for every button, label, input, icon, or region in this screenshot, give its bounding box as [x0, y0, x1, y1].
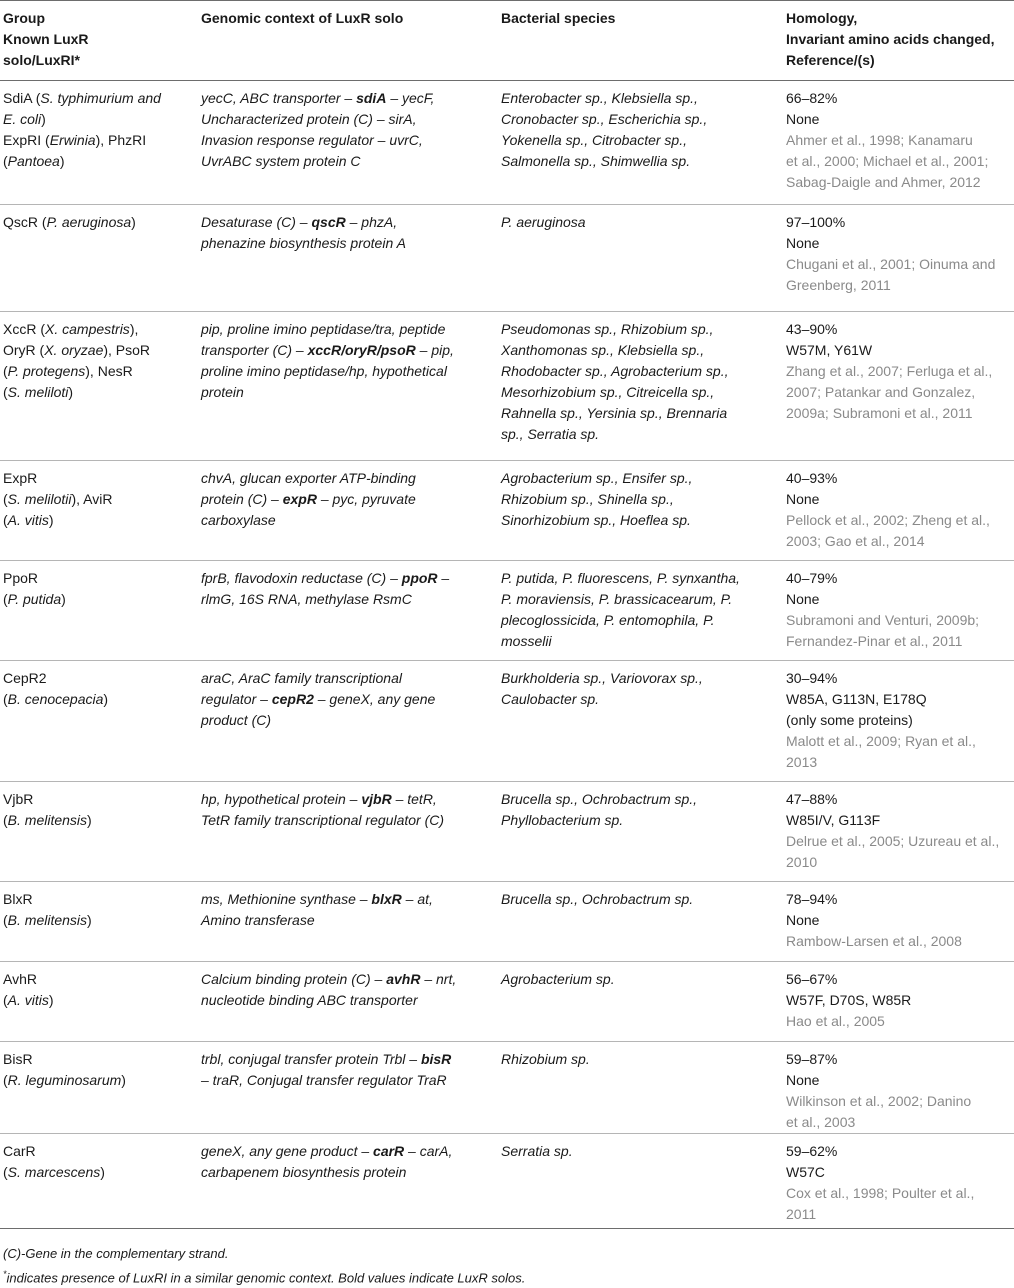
footnote-asterisk: * [3, 1269, 7, 1279]
cell-group: XccR (X. campestris), OryR (X. oryzae), PsoR (P. protegens), NesR (S. meliloti) [3, 321, 151, 400]
cell-group: AvhR (A. vitis) [3, 971, 54, 1008]
invariant-amino-acids: W57C [786, 1164, 825, 1180]
header-bacterial-species: Bacterial species [501, 10, 616, 26]
cell-genomic-context: Calcium binding protein (C) – avhR – nrt, nucleotide binding ABC transporter [201, 971, 457, 1008]
references: Delrue et al., 2005; Uzureau et al., 2010 [786, 833, 1000, 870]
references: Chugani et al., 2001; Oinuma and Greenberg, 2011 [786, 256, 996, 293]
cell-homology [783, 882, 1014, 962]
cell-group: QscR (P. aeruginosa) [3, 214, 136, 230]
cell-homology [783, 561, 1014, 661]
homology-value: 40–79% [786, 570, 838, 586]
table-header-row [0, 1, 1014, 81]
footnote-luxri-text: indicates presence of LuxRI in a similar genomic context. Bold values indicate LuxR solos. [6, 1270, 526, 1286]
cell-group: BisR (R. leguminosarum) [3, 1051, 126, 1088]
invariant-amino-acids: W85A, G113N, E178Q (only some proteins) [786, 691, 927, 728]
references: Wilkinson et al., 2002; Danino et al., 2003 [786, 1093, 972, 1130]
header-homology-line3: Reference/(s) [786, 52, 875, 68]
references: Ahmer et al., 1998; Kanamaru et al., 2000; Michael et al., 2001; Sabag-Daigle and Ahmer, 2012 [786, 132, 989, 190]
cell-group: BlxR (B. melitensis) [3, 891, 92, 928]
cell-bacterial-species: Brucella sp., Ochrobactrum sp., Phyllobacterium sp. [501, 791, 698, 828]
table-row [0, 1134, 1014, 1229]
cell-group: CepR2 (B. cenocepacia) [3, 670, 109, 707]
homology-value: 40–93% [786, 470, 838, 486]
cell-genomic-context: chvA, glucan exporter ATP-binding protein (C) – expR – pyc, pyruvate carboxylase [201, 470, 416, 528]
header-group-line1: Group [3, 10, 45, 26]
homology-value: 66–82% [786, 90, 838, 106]
cell-genomic-context: Desaturase (C) – qscR – phzA, phenazine biosynthesis protein A [201, 214, 406, 251]
references: Zhang et al., 2007; Ferluga et al., 2007; Patankar and Gonzalez, 2009a; Subramoni et al., 2011 [786, 363, 993, 421]
cell-homology [783, 962, 1014, 1042]
table-row [0, 1042, 1014, 1134]
cell-bacterial-species: Rhizobium sp. [501, 1051, 590, 1067]
homology-value: 56–67% [786, 971, 838, 987]
homology-value: 59–62% [786, 1143, 838, 1159]
invariant-amino-acids: W57F, D70S, W85R [786, 992, 912, 1008]
cell-group: ExpR (S. melilotii), AviR (A. vitis) [3, 470, 113, 528]
cell-bacterial-species: P. aeruginosa [501, 214, 586, 230]
cell-group: SdiA (S. typhimurium and E. coli) ExpRI (Erwinia), PhzRI (Pantoea) [3, 90, 161, 169]
cell-genomic-context: ms, Methionine synthase – blxR – at, Amino transferase [201, 891, 433, 928]
cell-bacterial-species: Burkholderia sp., Variovorax sp., Caulobacter sp. [501, 670, 703, 707]
references: Rambow-Larsen et al., 2008 [786, 933, 962, 949]
cell-bacterial-species: Enterobacter sp., Klebsiella sp., Cronobacter sp., Escherichia sp., Yokenella sp., Citrobacter sp., Salmonella sp., Shimwellia sp. [501, 90, 708, 169]
homology-value: 59–87% [786, 1051, 838, 1067]
homology-value: 97–100% [786, 214, 846, 230]
cell-homology [783, 1042, 1014, 1134]
cell-bacterial-species: Serratia sp. [501, 1143, 573, 1159]
cell-bacterial-species: Pseudomonas sp., Rhizobium sp., Xanthomonas sp., Klebsiella sp., Rhodobacter sp., Agrobacterium sp., Mesorhizobium sp., Citreicella sp., Rahnella sp., Yersinia sp., Brennaria sp., Serratia sp. [501, 321, 729, 442]
cell-homology [783, 782, 1014, 882]
table-row [0, 561, 1014, 661]
cell-bacterial-species: P. putida, P. fluorescens, P. synxantha, P. moraviensis, P. brassicacearum, P. plecoglossicida, P. entomophila, P. mosselii [501, 570, 740, 649]
cell-homology [783, 1134, 1014, 1229]
invariant-amino-acids: W85I/V, G113F [786, 812, 881, 828]
invariant-amino-acids: None [786, 111, 820, 127]
cell-genomic-context: yecC, ABC transporter – sdiA – yecF, Uncharacterized protein (C) – sirA, Invasion response regulator – uvrC, UvrABC system protein C [201, 90, 435, 169]
invariant-amino-acids: None [786, 491, 820, 507]
homology-value: 43–90% [786, 321, 838, 337]
header-group-line3: solo/LuxRI* [3, 52, 81, 68]
homology-value: 30–94% [786, 670, 838, 686]
cell-bacterial-species: Brucella sp., Ochrobactrum sp. [501, 891, 694, 907]
table-row [0, 661, 1014, 782]
homology-value: 78–94% [786, 891, 838, 907]
footnote-complementary-strand: (C)-Gene in the complementary strand. [3, 1246, 229, 1261]
invariant-amino-acids: W57M, Y61W [786, 342, 873, 358]
invariant-amino-acids: None [786, 1072, 820, 1088]
cell-group: CarR (S. marcescens) [3, 1143, 105, 1180]
header-homology-line1: Homology, [786, 10, 858, 26]
table-row [0, 205, 1014, 312]
table-row [0, 461, 1014, 561]
cell-group: PpoR (P. putida) [3, 570, 66, 607]
header-homology-line2: Invariant amino acids changed, [786, 31, 995, 47]
header-group [0, 1, 198, 81]
table-row [0, 81, 1014, 205]
cell-bacterial-species: Agrobacterium sp. [501, 971, 615, 987]
cell-homology [783, 661, 1014, 782]
header-group-line2: Known LuxR [3, 31, 89, 47]
table-row [0, 312, 1014, 461]
references: Cox et al., 1998; Poulter et al., 2011 [786, 1185, 975, 1222]
invariant-amino-acids: None [786, 912, 820, 928]
cell-genomic-context: geneX, any gene product – carR – carA, carbapenem biosynthesis protein [201, 1143, 453, 1180]
invariant-amino-acids: None [786, 235, 820, 251]
references: Subramoni and Venturi, 2009b; Fernandez-Pinar et al., 2011 [786, 612, 980, 649]
footnote-luxri [3, 1264, 525, 1288]
cell-group: VjbR (B. melitensis) [3, 791, 92, 828]
table-row [0, 962, 1014, 1042]
cell-homology [783, 205, 1014, 312]
table-footnotes [3, 1243, 525, 1288]
table-row [0, 782, 1014, 882]
references: Hao et al., 2005 [786, 1013, 885, 1029]
cell-genomic-context: hp, hypothetical protein – vjbR – tetR, TetR family transcriptional regulator (C) [201, 791, 445, 828]
references: Malott et al., 2009; Ryan et al., 2013 [786, 733, 976, 770]
cell-homology [783, 461, 1014, 561]
header-homology [783, 1, 1014, 81]
cell-homology [783, 81, 1014, 205]
cell-genomic-context: trbl, conjugal transfer protein Trbl – bisR – traR, Conjugal transfer regulator TraR [201, 1051, 452, 1088]
table-body [0, 81, 1014, 1229]
header-genomic-context: Genomic context of LuxR solo [201, 10, 404, 26]
table-row [0, 882, 1014, 962]
cell-genomic-context: araC, AraC family transcriptional regulator – cepR2 – geneX, any gene product (C) [201, 670, 436, 728]
references: Pellock et al., 2002; Zheng et al., 2003; Gao et al., 2014 [786, 512, 990, 549]
cell-bacterial-species: Agrobacterium sp., Ensifer sp., Rhizobium sp., Shinella sp., Sinorhizobium sp., Hoeflea sp. [501, 470, 693, 528]
invariant-amino-acids: None [786, 591, 820, 607]
homology-value: 47–88% [786, 791, 838, 807]
cell-genomic-context: pip, proline imino peptidase/tra, peptide transporter (C) – xccR/oryR/psoR – pip, proline imino peptidase/hp, hypothetical protein [201, 321, 454, 400]
cell-homology [783, 312, 1014, 461]
cell-genomic-context: fprB, flavodoxin reductase (C) – ppoR – rlmG, 16S RNA, methylase RsmC [201, 570, 450, 607]
